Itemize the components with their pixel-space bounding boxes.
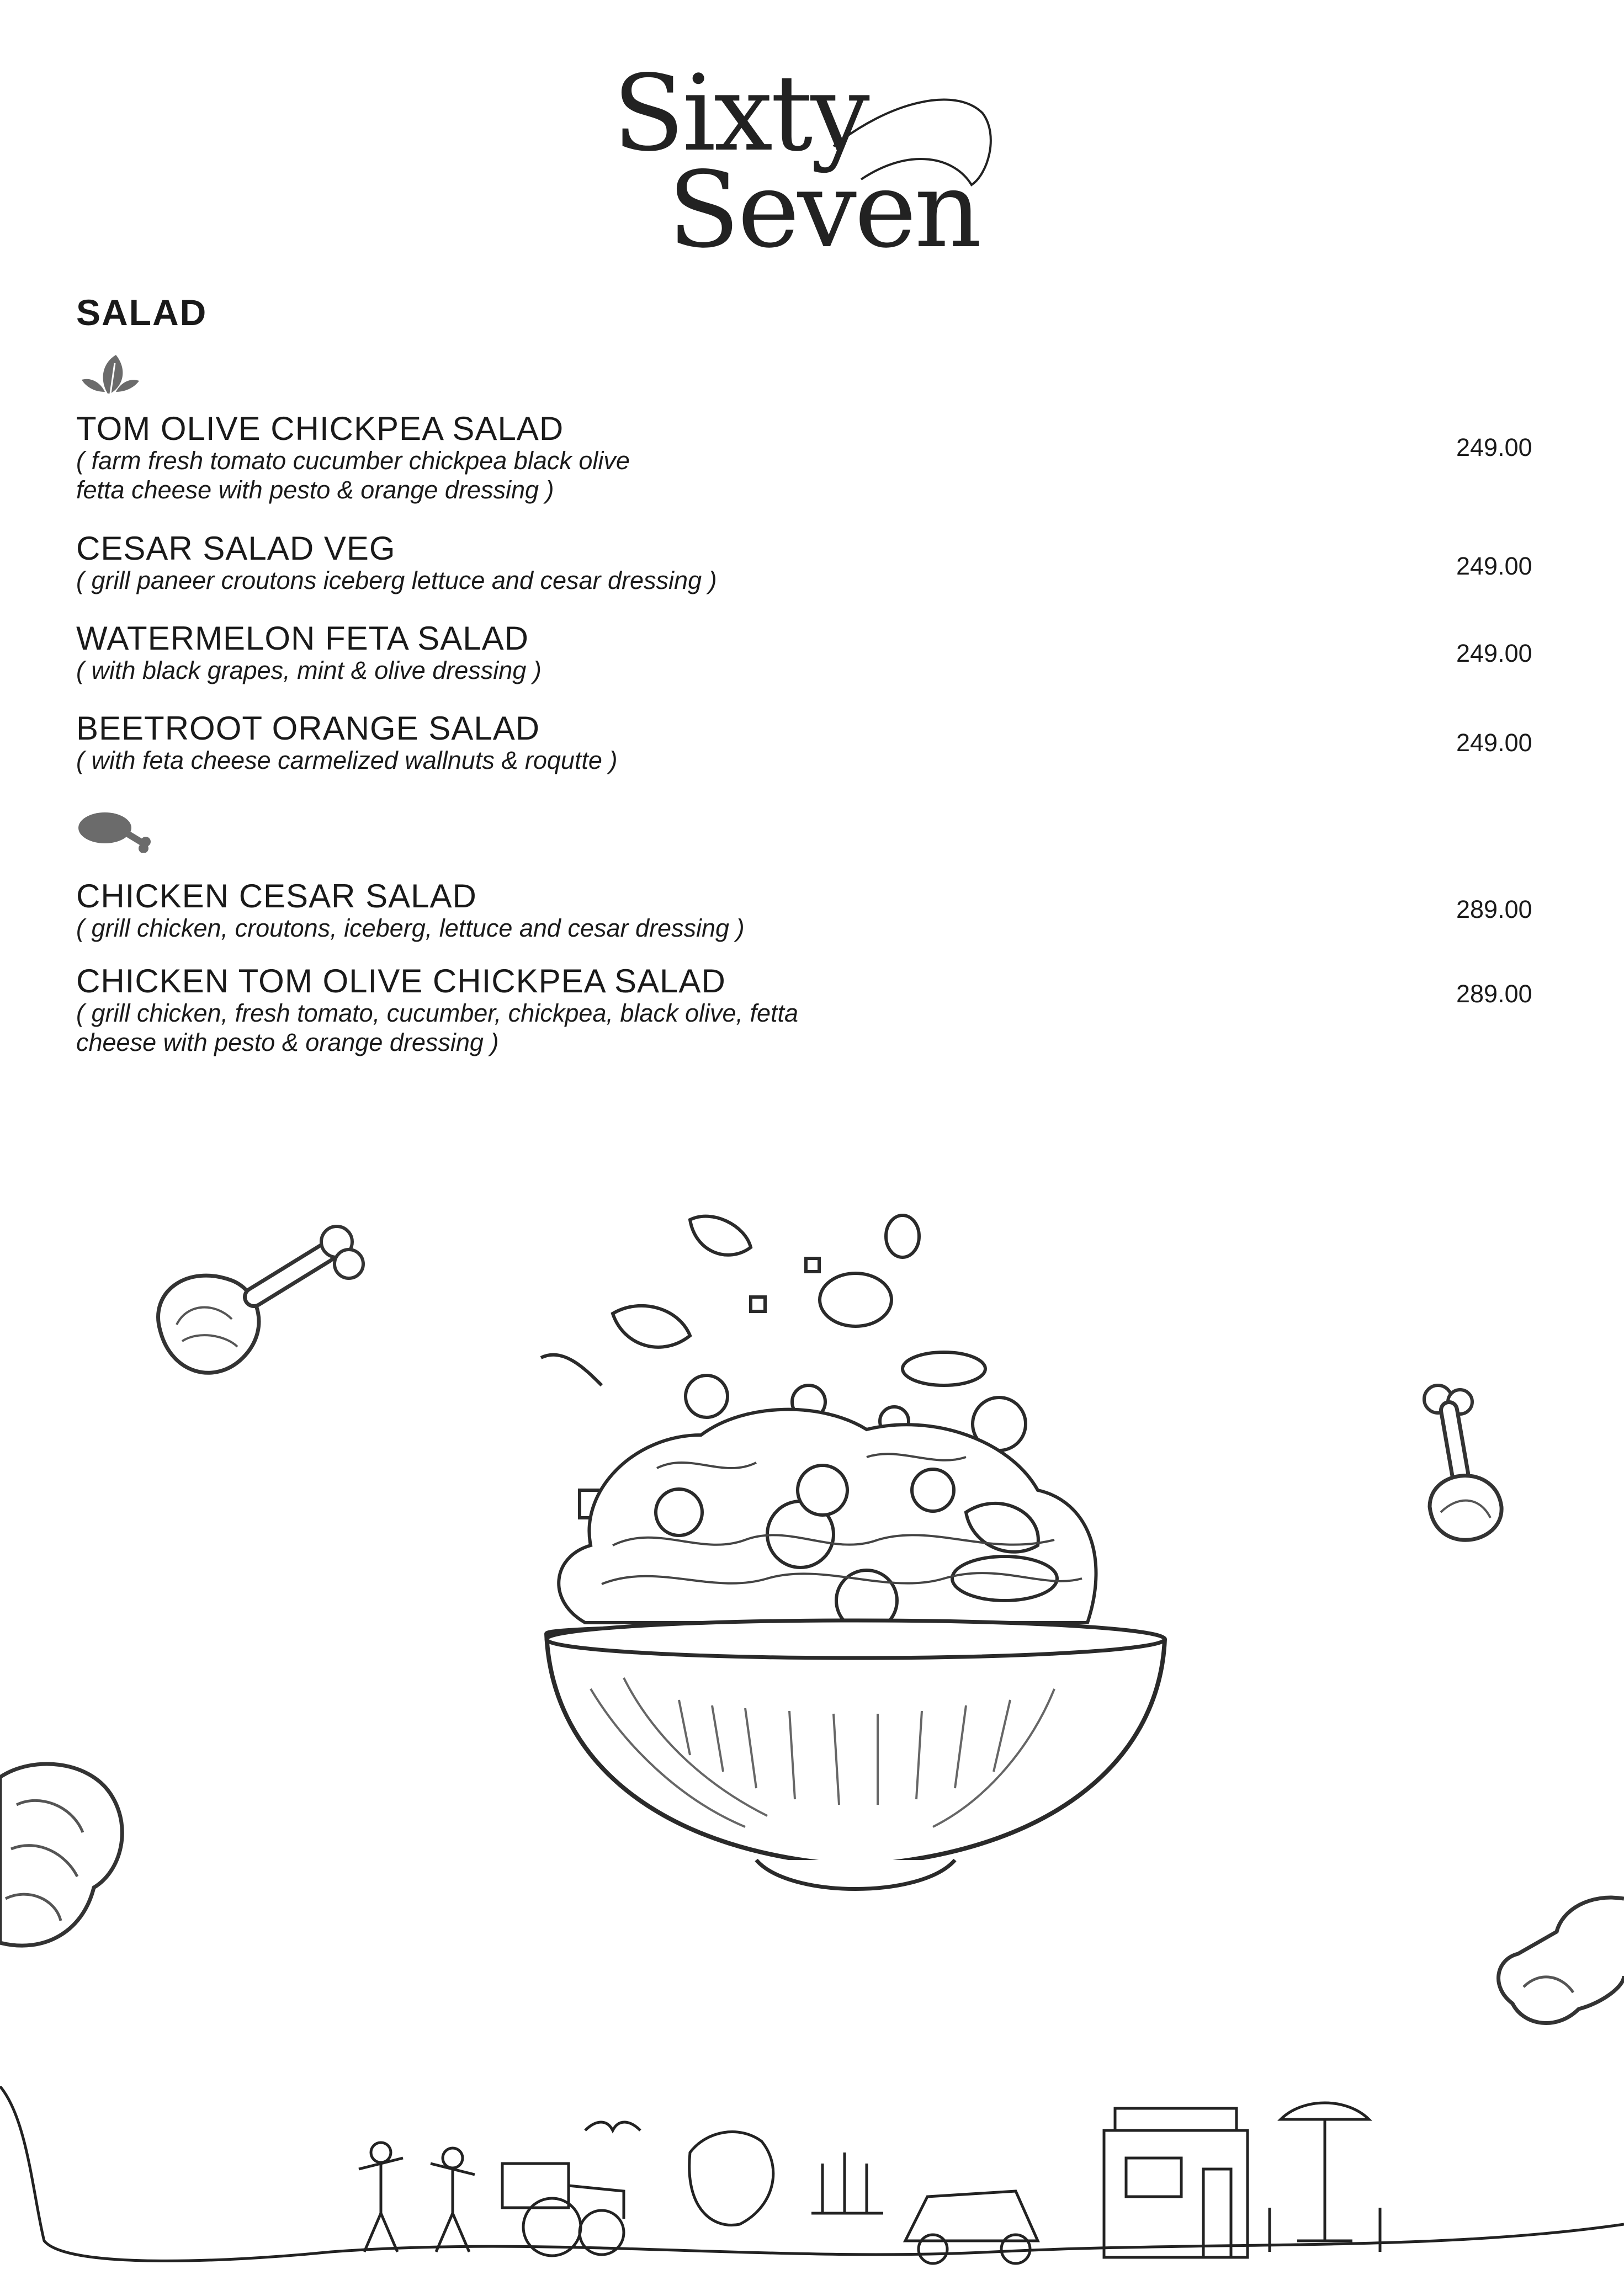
item-name: CHICKEN TOM OLIVE CHICKPEA SALAD (76, 963, 726, 1000)
chicken-drumstick-illustration (1408, 1380, 1518, 1567)
item-description: ( farm fresh tomato cucumber chickpea black olive (76, 447, 630, 475)
chicken-leg-icon (77, 809, 160, 853)
menu-item (76, 964, 1567, 1057)
item-price: 249.00 (1456, 433, 1532, 461)
logo-flourish (602, 52, 1021, 262)
brand-line-1: Sixty (613, 52, 868, 174)
item-name: TOM OLIVE CHICKPEA SALAD (76, 410, 564, 447)
item-description: ( with black grapes, mint & olive dressing ) (76, 656, 542, 684)
item-description: ( grill chicken, croutons, iceberg, lettuce and cesar dressing ) (76, 914, 745, 942)
chicken-drumstick-illustration (1490, 1877, 1624, 2053)
item-description: ( grill chicken, fresh tomato, cucumber, chickpea, black olive, fetta (76, 999, 799, 1027)
salad-bowl-illustration (513, 1203, 1198, 1943)
item-description: ( grill paneer croutons iceberg lettuce and cesar dressing ) (76, 566, 717, 594)
chicken-drumstick-illustration (144, 1220, 375, 1402)
item-price: 249.00 (1456, 552, 1532, 580)
menu-item (76, 711, 1567, 775)
item-name: CHICKEN CESAR SALAD (76, 878, 477, 915)
item-price: 249.00 (1456, 729, 1532, 757)
item-name: CESAR SALAD VEG (76, 530, 396, 567)
menu-item (76, 621, 1567, 685)
item-price: 289.00 (1456, 980, 1532, 1008)
broccoli-illustration (0, 1755, 144, 1987)
brand-line-2: Seven (668, 149, 980, 271)
section-title: SALAD (76, 292, 208, 333)
item-name: BEETROOT ORANGE SALAD (76, 710, 540, 747)
menu-item (76, 531, 1567, 595)
item-price: 289.00 (1456, 895, 1532, 923)
item-description: ( with feta cheese carmelized wallnuts & roqutte ) (76, 746, 618, 774)
leaf-icon (77, 352, 144, 396)
menu-item (76, 411, 1567, 504)
item-description: fetta cheese with pesto & orange dressing ) (76, 476, 554, 504)
brand-logo (602, 52, 1021, 271)
menu-item (76, 879, 1567, 943)
item-name: WATERMELON FETA SALAD (76, 620, 529, 657)
item-description: cheese with pesto & orange dressing ) (76, 1028, 499, 1057)
item-price: 249.00 (1456, 639, 1532, 667)
street-scene-line-art (0, 2086, 1624, 2296)
